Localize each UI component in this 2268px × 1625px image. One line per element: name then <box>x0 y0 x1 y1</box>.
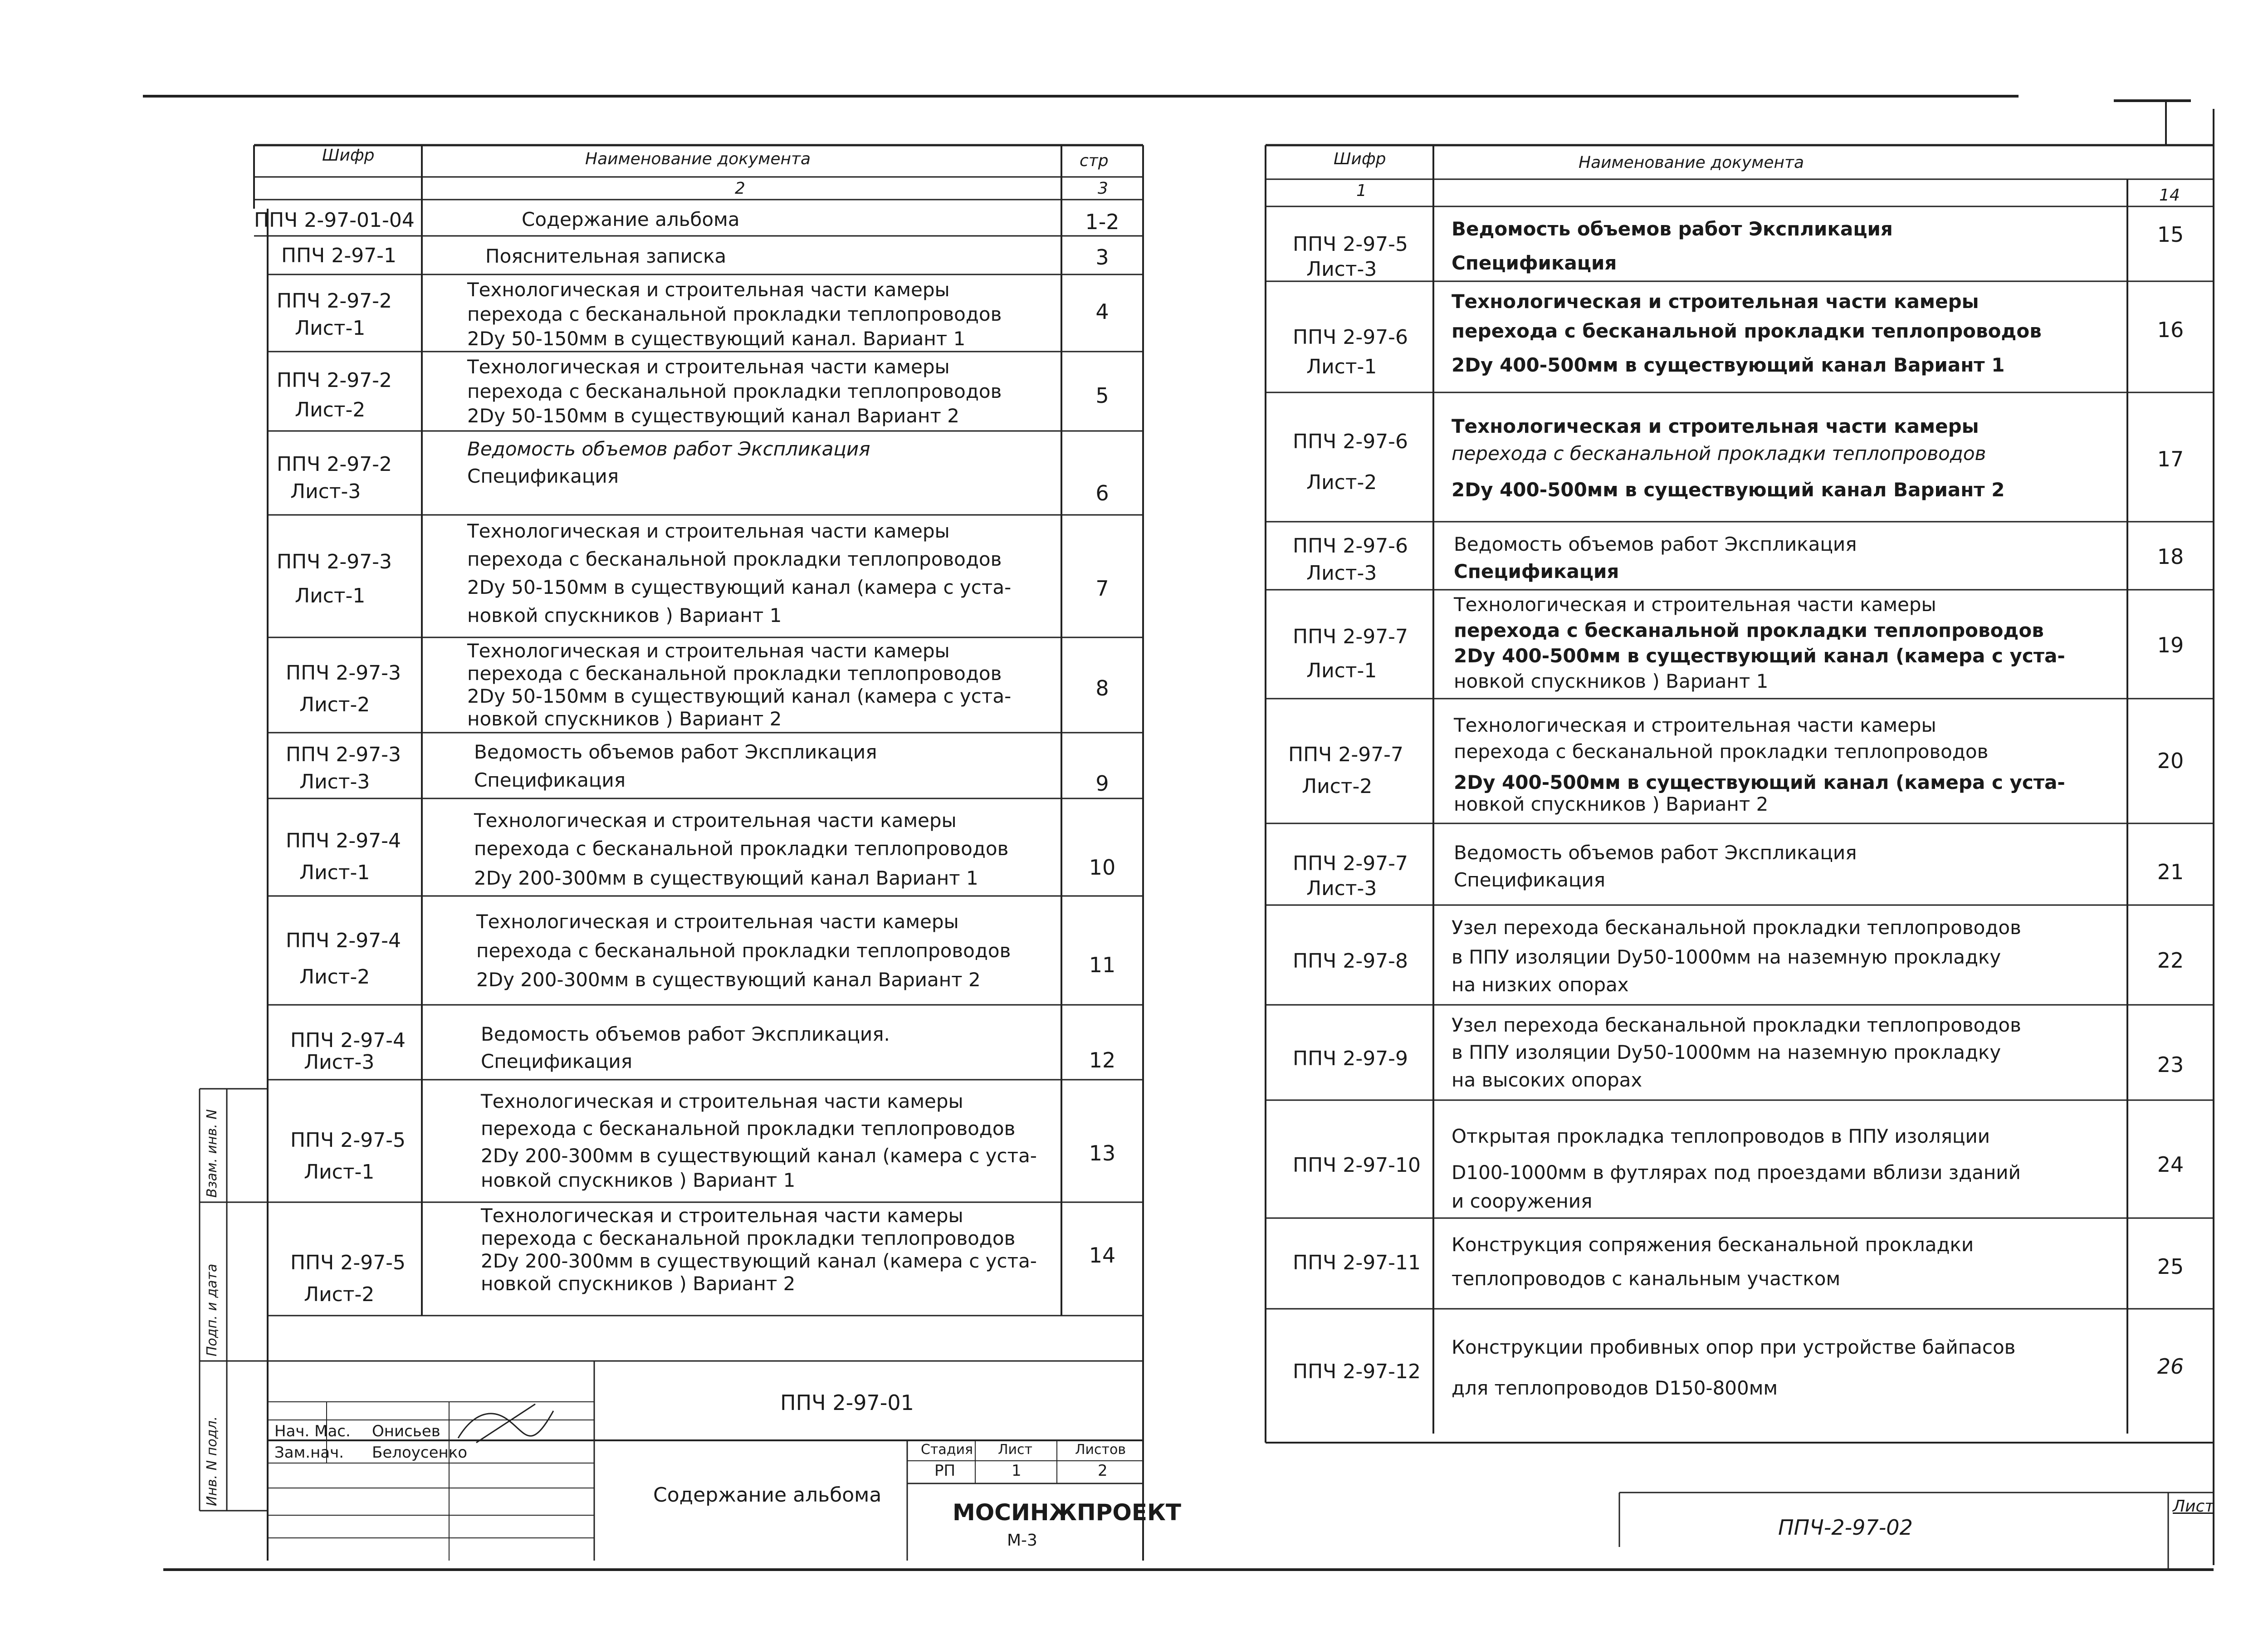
row-desc: Технологическая и строительная части камеры <box>1452 290 1979 313</box>
stamp-name-2: Белоусенко <box>372 1444 468 1462</box>
row-page: 11 <box>1089 953 1116 977</box>
row-code-sheet: Лист-1 <box>295 317 366 340</box>
row-page: 14 <box>1089 1243 1116 1268</box>
row-desc: D100-1000мм в футлярах под проездами вблизи зданий <box>1452 1161 2021 1184</box>
row-code: ППЧ 2-97-3 <box>277 550 392 573</box>
row-page: 21 <box>2157 860 2184 884</box>
stamp-name-1: Онисьев <box>372 1422 440 1440</box>
stamp-sheet-value: 1 <box>1012 1462 1022 1480</box>
row-desc: Спецификация <box>1454 869 1605 891</box>
row-desc: новкой спускников ) Вариант 2 <box>1454 793 1769 815</box>
row-desc: Открытая прокладка теплопроводов в ППУ изоляции <box>1452 1125 1990 1147</box>
row-desc: перехода с бесканальной прокладки теплопроводов <box>1452 442 1986 465</box>
row-page: 26 <box>2157 1354 2184 1379</box>
stamp-sheets-header: Листов <box>1075 1442 1126 1458</box>
stamp-sheets-value: 2 <box>1098 1462 1108 1480</box>
row-desc: новкой спускников ) Вариант 1 <box>481 1169 796 1191</box>
row-desc: Спецификация <box>467 465 619 487</box>
row-page: 9 <box>1095 771 1109 796</box>
row-page: 6 <box>1095 481 1109 505</box>
stamp-organization: МОСИНЖПРОЕКТ <box>953 1499 1181 1526</box>
row-code-sheet: Лист-1 <box>299 861 370 884</box>
right-stamp-doc-code: ППЧ-2-97-02 <box>1778 1515 1913 1540</box>
side-label-replaced: Взам. инв. N <box>204 1109 220 1198</box>
row-desc: перехода с бесканальной прокладки теплопроводов <box>1452 320 2042 342</box>
row-code: ППЧ 2-97-5 <box>1293 233 1408 256</box>
stamp-role-1: Нач. Мас. <box>274 1422 351 1440</box>
row-code-sheet: Лист-3 <box>290 480 361 503</box>
row-code: ППЧ 2-97-7 <box>1293 852 1408 875</box>
side-label-sign-date: Подп. и дата <box>204 1263 220 1356</box>
row-desc: 2Dy 400-500мм в существующий канал (камера с уста- <box>1454 771 2065 793</box>
row-page: 16 <box>2157 318 2184 342</box>
row-code: ППЧ 2-97-10 <box>1293 1154 1421 1177</box>
row-desc: Пояснительная записка <box>485 245 727 267</box>
row-desc: Технологическая и строительная части камеры <box>1454 593 1936 616</box>
row-code: ППЧ 2-97-2 <box>277 369 392 392</box>
row-desc: перехода с бесканальной прокладки теплопроводов <box>1454 619 2044 641</box>
row-desc: перехода с бесканальной прокладки теплопроводов <box>467 303 1002 325</box>
row-page: 22 <box>2157 948 2184 973</box>
row-desc: Спецификация <box>474 769 626 791</box>
row-desc: и сооружения <box>1452 1190 1593 1212</box>
row-code: ППЧ 2-97-6 <box>1293 326 1408 349</box>
row-desc: Технологическая и строительная части камеры <box>481 1204 963 1227</box>
row-code: ППЧ 2-97-6 <box>1293 430 1408 453</box>
row-page: 25 <box>2157 1254 2184 1279</box>
row-page: 23 <box>2157 1052 2184 1077</box>
row-desc: Ведомость объемов работ Экспликация <box>1452 218 1893 240</box>
row-desc: Конструкции пробивных опор при устройстве байпасов <box>1452 1336 2016 1358</box>
row-desc: 2Dy 400-500мм в существующий канал Вариант 2 <box>1452 479 2005 501</box>
stamp-stage-value: РП <box>934 1462 956 1480</box>
stamp-doc-code: ППЧ 2-97-01 <box>780 1390 914 1415</box>
row-desc: 2Dy 200-300мм в существующий канал (камера с уста- <box>481 1145 1037 1167</box>
row-page: 3 <box>1095 245 1109 269</box>
row-desc: новкой спускников ) Вариант 1 <box>467 604 782 627</box>
row-code-sheet: Лист-2 <box>1306 471 1377 494</box>
row-code: ППЧ 2-97-5 <box>290 1129 406 1152</box>
row-desc: Спецификация <box>481 1050 632 1072</box>
row-desc: Узел перехода бесканальной прокладки теплопроводов <box>1452 916 2021 939</box>
row-code: ППЧ 2-97-2 <box>277 289 392 313</box>
row-desc: 2Dy 50-150мм в существующий канал Вариант 2 <box>467 405 959 427</box>
left-colnum-name: 2 <box>735 179 745 198</box>
left-header-page: стр <box>1080 152 1109 170</box>
row-desc: Ведомость объемов работ Экспликация <box>474 741 877 763</box>
left-colnum-page: 3 <box>1098 179 1108 198</box>
row-code-sheet: Лист-1 <box>295 584 366 607</box>
row-desc: новкой спускников ) Вариант 1 <box>1454 670 1769 692</box>
row-desc: Технологическая и строительная части камеры <box>481 1090 963 1112</box>
row-page: 1-2 <box>1085 210 1119 234</box>
row-code: ППЧ 2-97-12 <box>1293 1360 1421 1383</box>
row-desc: перехода с бесканальной прокладки теплопроводов <box>481 1227 1016 1249</box>
row-desc: Технологическая и строительная части камеры <box>476 910 959 933</box>
row-code: ППЧ 2-97-2 <box>277 453 392 476</box>
row-code-sheet: Лист-2 <box>1302 775 1373 798</box>
stamp-role-2: Зам.нач. <box>274 1444 344 1462</box>
row-desc: на низких опорах <box>1452 974 1629 996</box>
row-code-sheet: Лист-2 <box>295 398 366 421</box>
row-code-sheet: Лист-1 <box>1306 659 1377 682</box>
row-code-sheet: Лист-3 <box>1306 562 1377 585</box>
side-label-inventory: Инв. N подл. <box>204 1416 220 1506</box>
row-code: ППЧ 2-97-5 <box>290 1251 406 1274</box>
row-desc: перехода с бесканальной прокладки теплопроводов <box>481 1117 1016 1140</box>
row-desc: новкой спускников ) Вариант 2 <box>467 708 782 730</box>
row-page: 17 <box>2157 447 2184 471</box>
row-desc: 2Dy 200-300мм в существующий канал Вариант 1 <box>474 867 978 889</box>
row-desc: Спецификация <box>1452 252 1617 274</box>
row-desc: перехода с бесканальной прокладки теплопроводов <box>474 837 1009 860</box>
row-desc: Технологическая и строительная части камеры <box>474 809 957 832</box>
row-desc: Ведомость объемов работ Экспликация <box>1454 533 1857 555</box>
row-code-sheet: Лист-1 <box>304 1160 375 1184</box>
row-desc: Конструкция сопряжения бесканальной прокладки <box>1452 1233 1974 1256</box>
row-page: 5 <box>1095 383 1109 408</box>
row-desc: 2Dy 400-500мм в существующий канал Вариант 1 <box>1452 354 2005 376</box>
row-code: ППЧ 2-97-7 <box>1288 743 1404 766</box>
left-header-name: Наименование документа <box>585 150 811 168</box>
stamp-organization-sub: М-3 <box>1007 1531 1037 1550</box>
right-colnum-code: 1 <box>1356 181 1367 200</box>
row-desc: 2Dy 200-300мм в существующий канал (камера с уста- <box>481 1250 1037 1272</box>
row-code: ППЧ 2-97-3 <box>286 743 401 766</box>
row-page: 15 <box>2157 222 2184 247</box>
row-code: ППЧ 2-97-4 <box>286 829 401 852</box>
row-page: 4 <box>1095 299 1109 324</box>
row-code-sheet: Лист-3 <box>1306 258 1377 281</box>
row-desc: Ведомость объемов работ Экспликация. <box>481 1023 890 1045</box>
row-desc: перехода с бесканальной прокладки теплопроводов <box>467 380 1002 402</box>
row-code-sheet: Лист-3 <box>1306 877 1377 900</box>
right-header-name: Наименование документа <box>1579 153 1804 172</box>
row-desc: Технологическая и строительная части камеры <box>467 640 950 662</box>
row-desc: Узел перехода бесканальной прокладки теплопроводов <box>1452 1014 2021 1036</box>
row-desc: Содержание альбома <box>522 208 740 230</box>
row-page: 19 <box>2157 633 2184 657</box>
row-code: ППЧ 2-97-1 <box>281 244 397 267</box>
row-code-sheet: Лист-1 <box>1306 355 1377 378</box>
row-code-sheet: Лист-2 <box>299 693 370 716</box>
row-desc: перехода с бесканальной прокладки теплопроводов <box>476 940 1011 962</box>
row-desc: Технологическая и строительная части камеры <box>1452 415 1979 437</box>
row-desc: в ППУ изоляции Dу50-1000мм на наземную прокладку <box>1452 946 2001 968</box>
stamp-doc-title: Содержание альбома <box>653 1483 882 1507</box>
row-page: 12 <box>1089 1048 1116 1072</box>
row-code: ППЧ 2-97-7 <box>1293 625 1408 648</box>
row-page: 18 <box>2157 544 2184 569</box>
row-desc: Технологическая и строительная части камеры <box>467 279 950 301</box>
row-code: ППЧ 2-97-6 <box>1293 534 1408 558</box>
row-desc: для теплопроводов D150-800мм <box>1452 1377 1778 1399</box>
stamp-sheet-header: Лист <box>998 1442 1033 1458</box>
row-desc: в ППУ изоляции Dу50-1000мм на наземную прокладку <box>1452 1041 2001 1063</box>
row-code-sheet: Лист-3 <box>304 1051 375 1074</box>
row-page: 10 <box>1089 855 1116 880</box>
row-desc: новкой спускников ) Вариант 2 <box>481 1273 796 1295</box>
right-colnum-page: 14 <box>2159 186 2180 205</box>
row-code-sheet: Лист-3 <box>299 770 370 793</box>
row-desc: на высоких опорах <box>1452 1069 1642 1091</box>
row-page: 8 <box>1095 676 1109 700</box>
row-desc: перехода с бесканальной прокладки теплопроводов <box>467 662 1002 685</box>
row-desc: 2Dy 50-150мм в существующий канал (камера с уста- <box>467 685 1012 707</box>
row-desc: перехода с бесканальной прокладки теплопроводов <box>467 548 1002 570</box>
row-desc: 2Dy 200-300мм в существующий канал Вариант 2 <box>476 969 981 991</box>
row-desc: 2Dy 50-150мм в существующий канал (камера с уста- <box>467 576 1012 598</box>
row-code: ППЧ 2-97-4 <box>286 929 401 952</box>
left-header-code: Шифр <box>322 146 375 165</box>
right-header-code: Шифр <box>1334 150 1386 168</box>
row-desc: Технологическая и строительная части камеры <box>1454 714 1936 736</box>
row-desc: перехода с бесканальной прокладки теплопроводов <box>1454 740 1989 763</box>
row-desc: 2Dy 50-150мм в существующий канал. Вариант 1 <box>467 328 966 350</box>
row-code: ППЧ 2-97-4 <box>290 1029 406 1052</box>
row-page: 7 <box>1095 576 1109 601</box>
row-code: ППЧ 2-97-8 <box>1293 950 1408 973</box>
row-desc: теплопроводов с канальным участком <box>1452 1268 1841 1290</box>
row-page: 20 <box>2157 749 2184 773</box>
stamp-stage-header: Стадия <box>921 1442 973 1458</box>
row-code: ППЧ 2-97-9 <box>1293 1047 1408 1070</box>
row-desc: 2Dy 400-500мм в существующий канал (камера с уста- <box>1454 645 2065 667</box>
row-code: ППЧ 2-97-11 <box>1293 1251 1421 1274</box>
right-stamp-sheet-label: Лист <box>2173 1497 2214 1516</box>
row-desc: Технологическая и строительная части камеры <box>467 356 950 378</box>
row-desc: Технологическая и строительная части камеры <box>467 520 950 542</box>
row-code-sheet: Лист-2 <box>304 1283 375 1306</box>
row-desc: Спецификация <box>1454 560 1619 582</box>
row-code-sheet: Лист-2 <box>299 965 370 989</box>
row-desc: Ведомость объемов работ Экспликация <box>467 438 870 460</box>
row-code: ППЧ 2-97-3 <box>286 661 401 685</box>
row-code: ППЧ 2-97-01-04 <box>254 209 415 232</box>
row-page: 13 <box>1089 1141 1116 1165</box>
row-desc: Ведомость объемов работ Экспликация <box>1454 842 1857 864</box>
row-page: 24 <box>2157 1152 2184 1177</box>
